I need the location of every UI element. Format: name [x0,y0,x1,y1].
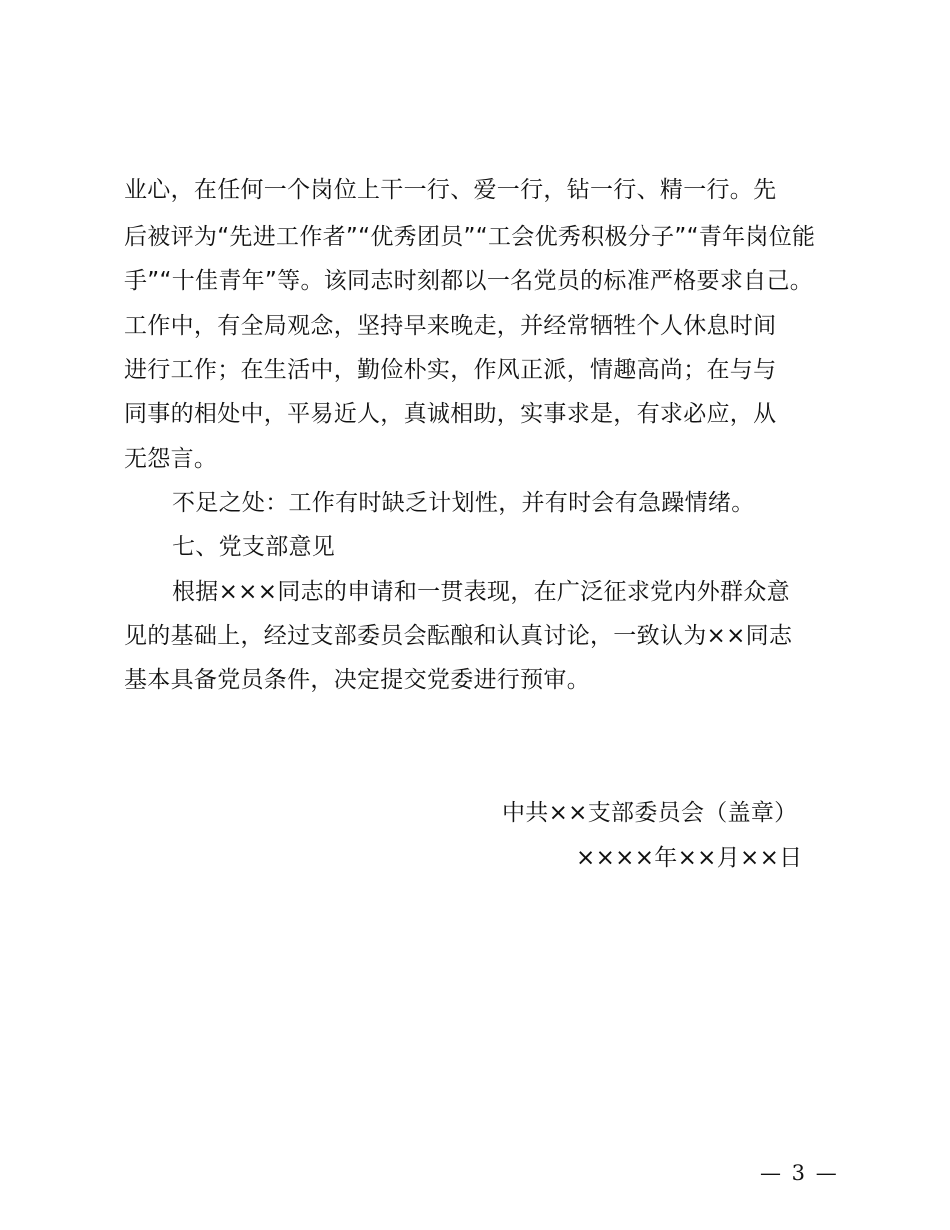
shortcoming-paragraph: 不足之处：工作有时缺乏计划性，并有时会有急躁情绪。 [172,490,755,516]
body-text-line-5: 进行工作；在生活中，勤俭朴实，作风正派，情趣高尚；在与与 [124,357,777,383]
body-text-line-6: 同事的相处中，平易近人，真诚相助，实事求是，有求必应，从 [124,401,777,427]
page-number: — 3 — [760,1161,839,1185]
opinion-line-2: 见的基础上，经过支部委员会酝酿和认真讨论，一致认为××同志 [124,623,793,649]
body-text-line-3: 手”“十佳青年”等。该同志时刻都以一名党员的标准严格要求自己。 [124,268,814,294]
body-text-line-1: 业心，在任何一个岗位上干一行、爱一行，钻一行、精一行。先 [124,177,777,203]
body-text-line-7: 无怨言。 [124,446,218,472]
signature-organization: 中共××支部委员会（盖章） [502,800,798,826]
section-heading: 七、党支部意见 [172,534,336,560]
signature-date: ××××年××月××日 [576,845,803,871]
opinion-line-3: 基本具备党员条件，决定提交党委进行预审。 [124,667,590,693]
body-text-line-4: 工作中，有全局观念，坚持早来晚走，并经常牺牲个人休息时间 [124,313,777,339]
opinion-line-1: 根据×××同志的申请和一贯表现，在广泛征求党内外群众意 [172,579,790,605]
body-text-line-2: 后被评为“先进工作者”“优秀团员”“工会优秀积极分子”“青年岗位能 [124,224,816,250]
